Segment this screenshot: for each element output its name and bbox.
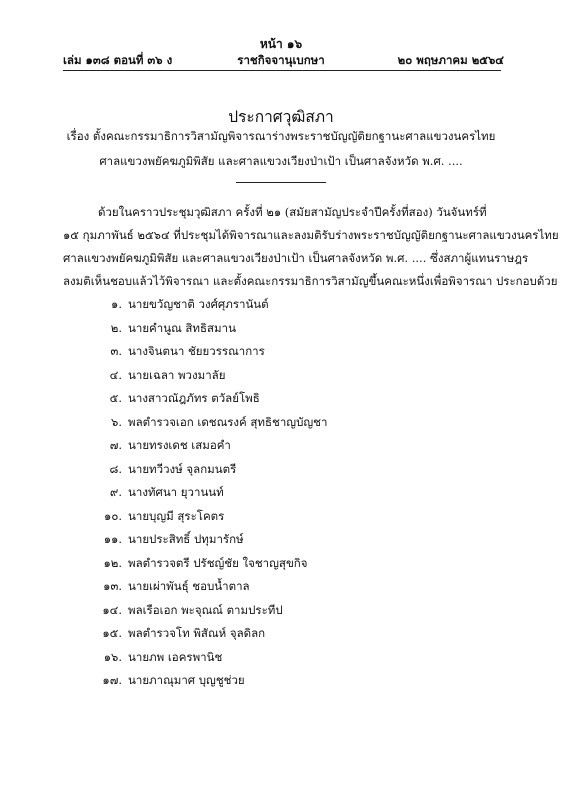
member-number: ๒. — [110, 320, 122, 335]
member-number: ๔. — [109, 367, 122, 382]
member-number: ๑๑. — [103, 532, 122, 546]
body-line: ๑๕ กุมภาพันธ์ ๒๕๖๔ ที่ประชุมได้พิจารณาและลงมติรับร่างพระราชบัญญัติยกฐานะศาลแขวงนครไทย — [63, 228, 559, 242]
member-item — [94, 602, 283, 620]
member-item — [94, 390, 260, 408]
title-divider — [236, 182, 326, 183]
member-name: นายเฉลา พวงมาลัย — [128, 367, 226, 382]
member-name: นางสาวณัฎภัทร ตวัลย์โพธิ — [128, 391, 260, 405]
gazette-date: ๒๐ พฤษภาคม ๒๕๖๔ — [397, 53, 504, 67]
member-name: นายภาณุมาศ บุญชูช่วย — [128, 673, 245, 687]
member-name: นายคำนูณ สิทธิสมาน — [128, 320, 236, 335]
member-item — [94, 367, 225, 385]
member-item — [94, 555, 308, 573]
member-item — [94, 484, 224, 502]
member-name: นางจินตนา ชัยยวรรณาการ — [128, 344, 265, 358]
member-number: ๑๔. — [102, 602, 122, 617]
member-name: พลเรือเอก พะจุณณ์ ตามประทีป — [128, 602, 283, 617]
member-item — [94, 625, 265, 643]
member-name: นายบุญมี สุระโคตร — [128, 508, 225, 523]
member-name: พลตำรวจโท พิสัณห์ จุลดิลก — [128, 626, 266, 640]
member-item — [94, 437, 231, 455]
member-item — [94, 672, 245, 690]
member-name: นายทวีวงษ์ จุลกมนตรี — [128, 461, 237, 476]
member-number: ๑๐. — [104, 508, 122, 523]
header-divider — [63, 70, 501, 71]
gazette-name: ราชกิจจานุเบกษา — [237, 53, 325, 67]
member-number: ๓. — [110, 344, 122, 358]
member-number: ๖. — [111, 414, 122, 429]
member-item — [94, 320, 236, 338]
member-name: นายทรงเดช เสมอคำ — [128, 438, 231, 452]
body-line: ศาลแขวงพยัคฆภูมิพิสัย และศาลแขวงเวียงป่าเป้า เป็นศาลจังหวัด พ.ศ. .... ซึ่งสภาผู้แทนราษฎร — [63, 251, 529, 265]
body-line: ด้วยในคราวประชุมวุฒิสภา ครั้งที่ ๒๑ (สมัยสามัญประจำปีครั้งที่สอง) วันจันทร์ที่ — [98, 205, 487, 219]
member-number: ๑๓. — [103, 579, 122, 593]
member-item — [94, 531, 244, 549]
member-name: นายประสิทธิ์ ปทุมารักษ์ — [128, 532, 244, 546]
member-number: ๗. — [109, 438, 122, 452]
member-name: นายภพ เอครพานิช — [128, 649, 223, 664]
body-line: ลงมติเห็นชอบแล้วไว้พิจารณา และตั้งคณะกรรมาธิการวิสามัญขึ้นคณะหนึ่งเพื่อพิจารณา ประกอบด้วย — [63, 274, 558, 288]
subject-line-2: ศาลแขวงพยัคฆภูมิพิสัย และศาลแขวงเวียงป่าเป้า เป็นศาลจังหวัด พ.ศ. .... — [99, 154, 463, 168]
page-number: หน้า ๑๖ — [259, 37, 303, 51]
member-number: ๘. — [109, 461, 122, 476]
member-item — [94, 296, 269, 314]
member-name: นายขวัญชาติ วงศ์ศุภรานันต์ — [128, 297, 269, 311]
member-name: พลตำรวจตรี ปรัชญ์ชัย ใจชาญสุขกิจ — [128, 555, 308, 570]
gazette-volume: เล่ม ๑๓๘ ตอนที่ ๓๖ ง — [63, 53, 173, 67]
member-number: ๑๕. — [102, 626, 122, 640]
member-item — [94, 461, 236, 479]
member-number: ๑๖. — [103, 649, 122, 664]
member-item — [94, 414, 327, 432]
member-number: ๑. — [111, 297, 122, 311]
member-number: ๙. — [109, 485, 122, 499]
subject-line-1: เรื่อง ตั้งคณะกรรมาธิการวิสามัญพิจารณาร่างพระราชบัญญัติยกฐานะศาลแขวงนครไทย — [66, 129, 496, 143]
member-name: พลตำรวจเอก เดชณรงค์ สุทธิชาญบัญชา — [128, 414, 328, 429]
member-item — [94, 649, 222, 667]
member-item — [94, 578, 250, 596]
member-item — [94, 343, 265, 361]
member-number: ๕. — [109, 391, 122, 405]
announcement-title: ประกาศวุฒิสภา — [228, 108, 334, 126]
member-number: ๑๗. — [102, 673, 122, 687]
member-name: นายเผ่าพันธุ์ ชอบน้ำตาล — [128, 579, 250, 593]
member-number: ๑๒. — [103, 555, 122, 570]
member-item — [94, 508, 224, 526]
member-name: นางทัศนา ยุวานนท์ — [128, 485, 224, 499]
